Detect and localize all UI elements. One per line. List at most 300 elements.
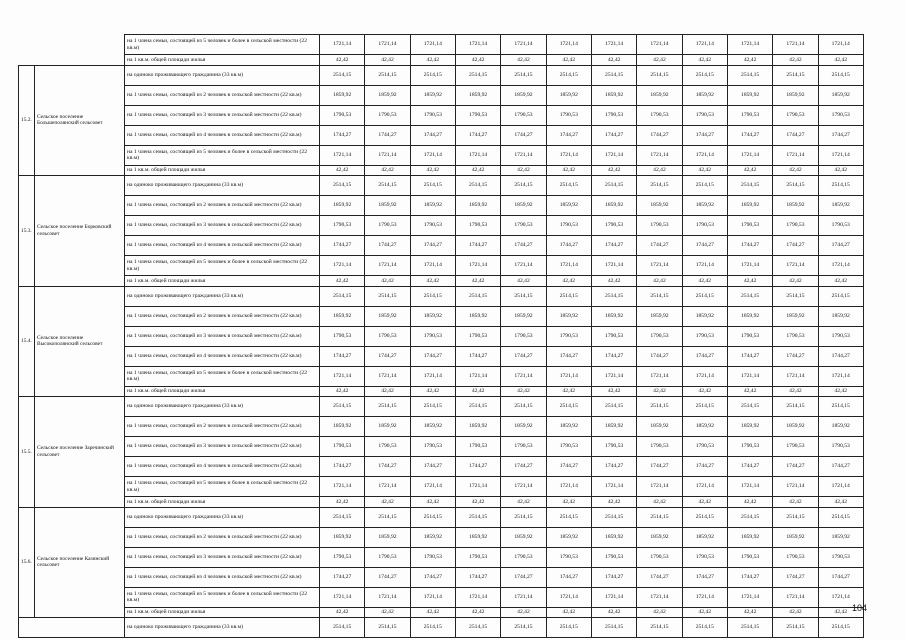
value-cell: 1744,27 — [773, 346, 818, 366]
value-cell: 1790,53 — [320, 547, 365, 567]
value-cell: 1744,27 — [818, 567, 863, 587]
value-cell: 1859,92 — [727, 196, 772, 216]
value-cell: 1859,92 — [365, 196, 410, 216]
value-cell: 2514,15 — [365, 397, 410, 417]
value-cell: 1721,14 — [455, 256, 500, 276]
value-cell: 2514,15 — [682, 176, 727, 196]
value-cell: 1859,92 — [727, 85, 772, 105]
table-row — [19, 216, 864, 236]
value-cell: 1790,53 — [365, 105, 410, 125]
value-cell: 42,42 — [773, 607, 818, 618]
value-cell: 1744,27 — [410, 236, 455, 256]
value-cell: 1744,27 — [591, 567, 636, 587]
value-cell: 42,42 — [320, 386, 365, 397]
value-cell: 2514,15 — [455, 397, 500, 417]
value-cell: 1859,92 — [320, 196, 365, 216]
value-cell: 1790,53 — [365, 437, 410, 457]
value-cell: 42,42 — [501, 386, 546, 397]
row-description: на 1 кв.м. общей площади жилья — [125, 55, 320, 66]
row-description: на 1 члена семьи, состоящей из 4 человек в сельской местности (22 кв.м) — [125, 457, 320, 477]
settlement-name: Сельское поселение Казинский сельсовет — [35, 507, 125, 618]
value-cell: 1721,14 — [818, 256, 863, 276]
value-cell: 2514,15 — [637, 618, 682, 638]
value-cell: 1790,53 — [501, 437, 546, 457]
value-cell: 1859,92 — [365, 527, 410, 547]
blank-cell — [19, 35, 125, 66]
value-cell: 1721,14 — [727, 477, 772, 497]
value-cell: 2514,15 — [591, 176, 636, 196]
value-cell: 1744,27 — [682, 567, 727, 587]
value-cell: 42,42 — [818, 276, 863, 287]
value-cell: 1721,14 — [682, 35, 727, 55]
table-row — [19, 256, 864, 276]
value-cell: 1790,53 — [546, 547, 591, 567]
value-cell: 2514,15 — [591, 286, 636, 306]
value-cell: 1859,92 — [410, 527, 455, 547]
value-cell: 1721,14 — [546, 366, 591, 386]
table-row — [19, 125, 864, 145]
value-cell: 1859,92 — [727, 417, 772, 437]
value-cell: 1859,92 — [727, 306, 772, 326]
value-cell: 42,42 — [455, 607, 500, 618]
value-cell: 1790,53 — [727, 547, 772, 567]
value-cell: 1859,92 — [365, 417, 410, 437]
row-description: на 1 члена семьи, состоящей из 5 человек и более в сельской местности (22 кв.м) — [125, 145, 320, 165]
value-cell: 2514,15 — [546, 176, 591, 196]
section-code: 15.5. — [19, 397, 35, 508]
value-cell: 1721,14 — [320, 145, 365, 165]
row-description: на 1 члена семьи, состоящей из 2 человек в сельской местности (22 кв.м) — [125, 196, 320, 216]
value-cell: 1721,14 — [637, 256, 682, 276]
value-cell: 1790,53 — [410, 326, 455, 346]
value-cell: 42,42 — [682, 607, 727, 618]
value-cell: 42,42 — [773, 276, 818, 287]
value-cell: 2514,15 — [637, 507, 682, 527]
value-cell: 1859,92 — [501, 85, 546, 105]
value-cell: 42,42 — [546, 607, 591, 618]
value-cell: 2514,15 — [773, 507, 818, 527]
value-cell: 42,42 — [410, 165, 455, 176]
value-cell: 2514,15 — [682, 618, 727, 638]
table-row — [19, 85, 864, 105]
value-cell: 2514,15 — [727, 397, 772, 417]
value-cell: 42,42 — [455, 55, 500, 66]
value-cell: 1859,92 — [818, 306, 863, 326]
value-cell: 2514,15 — [546, 618, 591, 638]
value-cell: 2514,15 — [818, 397, 863, 417]
value-cell: 42,42 — [682, 386, 727, 397]
value-cell: 1790,53 — [637, 105, 682, 125]
value-cell: 1721,14 — [410, 366, 455, 386]
value-cell: 1721,14 — [591, 145, 636, 165]
value-cell: 1744,27 — [410, 346, 455, 366]
value-cell: 1790,53 — [591, 326, 636, 346]
value-cell: 1859,92 — [546, 196, 591, 216]
table-row — [19, 105, 864, 125]
value-cell: 42,42 — [455, 276, 500, 287]
value-cell: 1721,14 — [320, 587, 365, 607]
table-row — [19, 196, 864, 216]
value-cell: 2514,15 — [320, 397, 365, 417]
value-cell: 1744,27 — [501, 457, 546, 477]
value-cell: 1744,27 — [773, 567, 818, 587]
value-cell: 1744,27 — [682, 346, 727, 366]
row-description: на одиноко проживающего гражданина (33 кв.м) — [125, 176, 320, 196]
value-cell: 42,42 — [546, 386, 591, 397]
value-cell: 1790,53 — [320, 437, 365, 457]
value-cell: 2514,15 — [818, 65, 863, 85]
value-cell: 1859,92 — [455, 417, 500, 437]
value-cell: 42,42 — [727, 276, 772, 287]
value-cell: 2514,15 — [818, 618, 863, 638]
value-cell: 2514,15 — [546, 286, 591, 306]
value-cell: 1721,14 — [591, 587, 636, 607]
value-cell: 1859,92 — [591, 196, 636, 216]
value-cell: 1859,92 — [320, 306, 365, 326]
value-cell: 1721,14 — [455, 35, 500, 55]
value-cell: 42,42 — [365, 165, 410, 176]
row-description: на одиноко проживающего гражданина (33 кв.м) — [125, 286, 320, 306]
housing-cost-table — [18, 34, 864, 638]
value-cell: 1744,27 — [682, 457, 727, 477]
row-description: на 1 члена семьи, состоящей из 4 человек в сельской местности (22 кв.м) — [125, 125, 320, 145]
value-cell: 2514,15 — [501, 65, 546, 85]
value-cell: 2514,15 — [682, 397, 727, 417]
settlement-name: Сельское поселение Высокополянский сельсовет — [35, 286, 125, 397]
value-cell: 1721,14 — [365, 477, 410, 497]
value-cell: 2514,15 — [320, 65, 365, 85]
value-cell: 42,42 — [818, 497, 863, 508]
value-cell: 1790,53 — [455, 105, 500, 125]
value-cell: 42,42 — [320, 607, 365, 618]
value-cell: 1859,92 — [773, 306, 818, 326]
value-cell: 1790,53 — [410, 216, 455, 236]
value-cell: 2514,15 — [501, 618, 546, 638]
value-cell: 2514,15 — [501, 397, 546, 417]
row-description: на 1 члена семьи, состоящей из 3 человек в сельской местности (22 кв.м) — [125, 547, 320, 567]
value-cell: 42,42 — [455, 165, 500, 176]
value-cell: 1721,14 — [320, 35, 365, 55]
table-row — [19, 497, 864, 508]
value-cell: 42,42 — [818, 386, 863, 397]
value-cell: 1790,53 — [410, 437, 455, 457]
row-description: на 1 члена семьи, состоящей из 5 человек и более в сельской местности (22 кв.м) — [125, 256, 320, 276]
value-cell: 2514,15 — [320, 286, 365, 306]
value-cell: 42,42 — [320, 165, 365, 176]
value-cell: 1859,92 — [501, 417, 546, 437]
value-cell: 42,42 — [501, 165, 546, 176]
value-cell: 1744,27 — [637, 567, 682, 587]
section-code: 15.4. — [19, 286, 35, 397]
value-cell: 42,42 — [773, 386, 818, 397]
value-cell: 1859,92 — [682, 417, 727, 437]
value-cell: 1721,14 — [637, 587, 682, 607]
value-cell: 1859,92 — [501, 306, 546, 326]
value-cell: 1721,14 — [637, 35, 682, 55]
value-cell: 1721,14 — [546, 587, 591, 607]
value-cell: 1859,92 — [410, 85, 455, 105]
value-cell: 1721,14 — [727, 366, 772, 386]
table-row — [19, 618, 864, 638]
value-cell: 1859,92 — [682, 85, 727, 105]
row-description: на одиноко проживающего гражданина (33 кв.м) — [125, 507, 320, 527]
value-cell: 42,42 — [365, 386, 410, 397]
value-cell: 1859,92 — [773, 417, 818, 437]
value-cell: 1721,14 — [818, 35, 863, 55]
value-cell: 1744,27 — [501, 567, 546, 587]
value-cell: 42,42 — [501, 55, 546, 66]
value-cell: 1790,53 — [727, 105, 772, 125]
value-cell: 42,42 — [546, 497, 591, 508]
table-row — [19, 276, 864, 287]
value-cell: 1744,27 — [727, 125, 772, 145]
value-cell: 1859,92 — [682, 196, 727, 216]
value-cell: 1859,92 — [727, 527, 772, 547]
value-cell: 1790,53 — [455, 547, 500, 567]
value-cell: 2514,15 — [365, 507, 410, 527]
value-cell: 42,42 — [591, 55, 636, 66]
value-cell: 42,42 — [682, 55, 727, 66]
value-cell: 1790,53 — [501, 326, 546, 346]
value-cell: 2514,15 — [455, 176, 500, 196]
value-cell: 1859,92 — [320, 527, 365, 547]
value-cell: 1744,27 — [365, 457, 410, 477]
value-cell: 1859,92 — [591, 306, 636, 326]
row-description: на 1 члена семьи, состоящей из 5 человек и более в сельской местности (22 кв.м) — [125, 35, 320, 55]
table-row — [19, 397, 864, 417]
value-cell: 1859,92 — [682, 306, 727, 326]
value-cell: 1744,27 — [818, 125, 863, 145]
value-cell: 1721,14 — [410, 587, 455, 607]
value-cell: 42,42 — [410, 497, 455, 508]
value-cell: 1859,92 — [455, 527, 500, 547]
value-cell: 1859,92 — [320, 417, 365, 437]
value-cell: 1721,14 — [818, 587, 863, 607]
value-cell: 2514,15 — [365, 176, 410, 196]
value-cell: 1721,14 — [727, 145, 772, 165]
value-cell: 2514,15 — [637, 286, 682, 306]
value-cell: 1744,27 — [637, 346, 682, 366]
value-cell: 42,42 — [546, 276, 591, 287]
table-row — [19, 236, 864, 256]
value-cell: 1721,14 — [773, 145, 818, 165]
table-row — [19, 507, 864, 527]
value-cell: 1744,27 — [546, 125, 591, 145]
table-row — [19, 607, 864, 618]
value-cell: 2514,15 — [410, 618, 455, 638]
value-cell: 42,42 — [637, 55, 682, 66]
value-cell: 1744,27 — [773, 457, 818, 477]
value-cell: 1790,53 — [818, 216, 863, 236]
value-cell: 1744,27 — [773, 236, 818, 256]
value-cell: 1744,27 — [410, 567, 455, 587]
value-cell: 42,42 — [320, 497, 365, 508]
value-cell: 42,42 — [727, 55, 772, 66]
table-row — [19, 547, 864, 567]
value-cell: 42,42 — [320, 276, 365, 287]
value-cell: 1744,27 — [365, 346, 410, 366]
row-description: на 1 члена семьи, состоящей из 4 человек в сельской местности (22 кв.м) — [125, 567, 320, 587]
value-cell: 1721,14 — [410, 145, 455, 165]
table-row — [19, 437, 864, 457]
value-cell: 1790,53 — [410, 105, 455, 125]
value-cell: 1721,14 — [773, 366, 818, 386]
value-cell: 2514,15 — [773, 176, 818, 196]
value-cell: 1721,14 — [455, 477, 500, 497]
value-cell: 1859,92 — [546, 417, 591, 437]
value-cell: 1721,14 — [682, 256, 727, 276]
value-cell: 42,42 — [727, 607, 772, 618]
value-cell: 1859,92 — [818, 527, 863, 547]
value-cell: 1790,53 — [773, 105, 818, 125]
value-cell: 2514,15 — [637, 397, 682, 417]
row-description: на 1 кв.м. общей площади жилья — [125, 276, 320, 287]
value-cell: 1721,14 — [727, 256, 772, 276]
value-cell: 2514,15 — [320, 618, 365, 638]
value-cell: 1790,53 — [501, 547, 546, 567]
section-code: 15.3. — [19, 176, 35, 287]
value-cell: 2514,15 — [365, 618, 410, 638]
value-cell: 1721,14 — [410, 477, 455, 497]
value-cell: 1744,27 — [727, 236, 772, 256]
value-cell: 1744,27 — [320, 457, 365, 477]
value-cell: 1744,27 — [773, 125, 818, 145]
value-cell: 1721,14 — [501, 477, 546, 497]
value-cell: 1859,92 — [773, 85, 818, 105]
value-cell: 42,42 — [365, 497, 410, 508]
value-cell: 1744,27 — [637, 125, 682, 145]
value-cell: 42,42 — [501, 497, 546, 508]
table-row — [19, 165, 864, 176]
value-cell: 1790,53 — [591, 547, 636, 567]
value-cell: 2514,15 — [320, 176, 365, 196]
value-cell: 1790,53 — [682, 547, 727, 567]
value-cell: 1859,92 — [546, 306, 591, 326]
value-cell: 1790,53 — [727, 326, 772, 346]
value-cell: 1744,27 — [320, 125, 365, 145]
value-cell: 42,42 — [501, 276, 546, 287]
value-cell: 1721,14 — [501, 366, 546, 386]
value-cell: 1721,14 — [546, 35, 591, 55]
value-cell: 2514,15 — [591, 507, 636, 527]
value-cell: 1744,27 — [501, 346, 546, 366]
row-description: на 1 члена семьи, состоящей из 5 человек и более в сельской местности (22 кв.м) — [125, 587, 320, 607]
value-cell: 1790,53 — [637, 547, 682, 567]
value-cell: 1721,14 — [682, 145, 727, 165]
value-cell: 1790,53 — [818, 326, 863, 346]
value-cell: 1859,92 — [818, 85, 863, 105]
value-cell: 42,42 — [591, 276, 636, 287]
table-row — [19, 417, 864, 437]
value-cell: 1790,53 — [546, 105, 591, 125]
table-row — [19, 286, 864, 306]
value-cell: 2514,15 — [410, 65, 455, 85]
value-cell: 2514,15 — [320, 507, 365, 527]
value-cell: 2514,15 — [501, 176, 546, 196]
value-cell: 42,42 — [637, 386, 682, 397]
value-cell: 42,42 — [773, 497, 818, 508]
value-cell: 1744,27 — [818, 346, 863, 366]
value-cell: 1721,14 — [365, 256, 410, 276]
row-description: на 1 члена семьи, состоящей из 2 человек в сельской местности (22 кв.м) — [125, 306, 320, 326]
value-cell: 1859,92 — [682, 527, 727, 547]
value-cell: 1790,53 — [320, 216, 365, 236]
value-cell: 1790,53 — [637, 216, 682, 236]
value-cell: 1744,27 — [455, 567, 500, 587]
value-cell: 2514,15 — [773, 397, 818, 417]
value-cell: 2514,15 — [773, 65, 818, 85]
value-cell: 1859,92 — [591, 527, 636, 547]
value-cell: 1744,27 — [591, 125, 636, 145]
value-cell: 2514,15 — [365, 65, 410, 85]
value-cell: 2514,15 — [591, 397, 636, 417]
value-cell: 2514,15 — [818, 507, 863, 527]
value-cell: 42,42 — [410, 386, 455, 397]
value-cell: 1790,53 — [365, 547, 410, 567]
value-cell: 42,42 — [818, 165, 863, 176]
value-cell: 1790,53 — [773, 216, 818, 236]
value-cell: 1744,27 — [365, 236, 410, 256]
value-cell: 1790,53 — [637, 437, 682, 457]
value-cell: 1721,14 — [455, 366, 500, 386]
value-cell: 1790,53 — [365, 326, 410, 346]
value-cell: 1721,14 — [365, 366, 410, 386]
value-cell: 2514,15 — [773, 618, 818, 638]
value-cell: 1790,53 — [591, 437, 636, 457]
value-cell: 1790,53 — [546, 216, 591, 236]
value-cell: 1790,53 — [818, 105, 863, 125]
value-cell: 42,42 — [637, 607, 682, 618]
value-cell: 1721,14 — [501, 587, 546, 607]
value-cell: 42,42 — [773, 165, 818, 176]
value-cell: 1859,92 — [320, 85, 365, 105]
value-cell: 1721,14 — [546, 145, 591, 165]
value-cell: 1721,14 — [773, 256, 818, 276]
value-cell: 1721,14 — [682, 587, 727, 607]
value-cell: 1859,92 — [773, 527, 818, 547]
settlement-name: Сельское поселение Борковский сельсовет — [35, 176, 125, 287]
value-cell: 1721,14 — [818, 477, 863, 497]
table-row — [19, 366, 864, 386]
blank-cell — [19, 618, 125, 638]
value-cell: 1721,14 — [455, 145, 500, 165]
value-cell: 1744,27 — [455, 125, 500, 145]
row-description: на 1 члена семьи, состоящей из 5 человек и более в сельской местности (22 кв.м) — [125, 477, 320, 497]
value-cell: 1744,27 — [320, 567, 365, 587]
value-cell: 1859,92 — [501, 527, 546, 547]
row-description: на 1 члена семьи, состоящей из 4 человек в сельской местности (22 кв.м) — [125, 236, 320, 256]
table-row — [19, 477, 864, 497]
value-cell: 42,42 — [365, 55, 410, 66]
value-cell: 2514,15 — [455, 507, 500, 527]
value-cell: 2514,15 — [773, 286, 818, 306]
value-cell: 1721,14 — [546, 256, 591, 276]
value-cell: 1859,92 — [410, 306, 455, 326]
value-cell: 1721,14 — [410, 256, 455, 276]
value-cell: 1721,14 — [637, 477, 682, 497]
row-description: на 1 члена семьи, состоящей из 5 человек и более в сельской местности (22 кв.м) — [125, 366, 320, 386]
value-cell: 2514,15 — [455, 286, 500, 306]
table-row — [19, 35, 864, 55]
value-cell: 1859,92 — [410, 196, 455, 216]
value-cell: 1859,92 — [637, 196, 682, 216]
value-cell: 42,42 — [546, 55, 591, 66]
value-cell: 1721,14 — [773, 35, 818, 55]
value-cell: 2514,15 — [637, 176, 682, 196]
value-cell: 42,42 — [410, 55, 455, 66]
row-description: на одиноко проживающего гражданина (33 кв.м) — [125, 397, 320, 417]
value-cell: 1790,53 — [591, 105, 636, 125]
